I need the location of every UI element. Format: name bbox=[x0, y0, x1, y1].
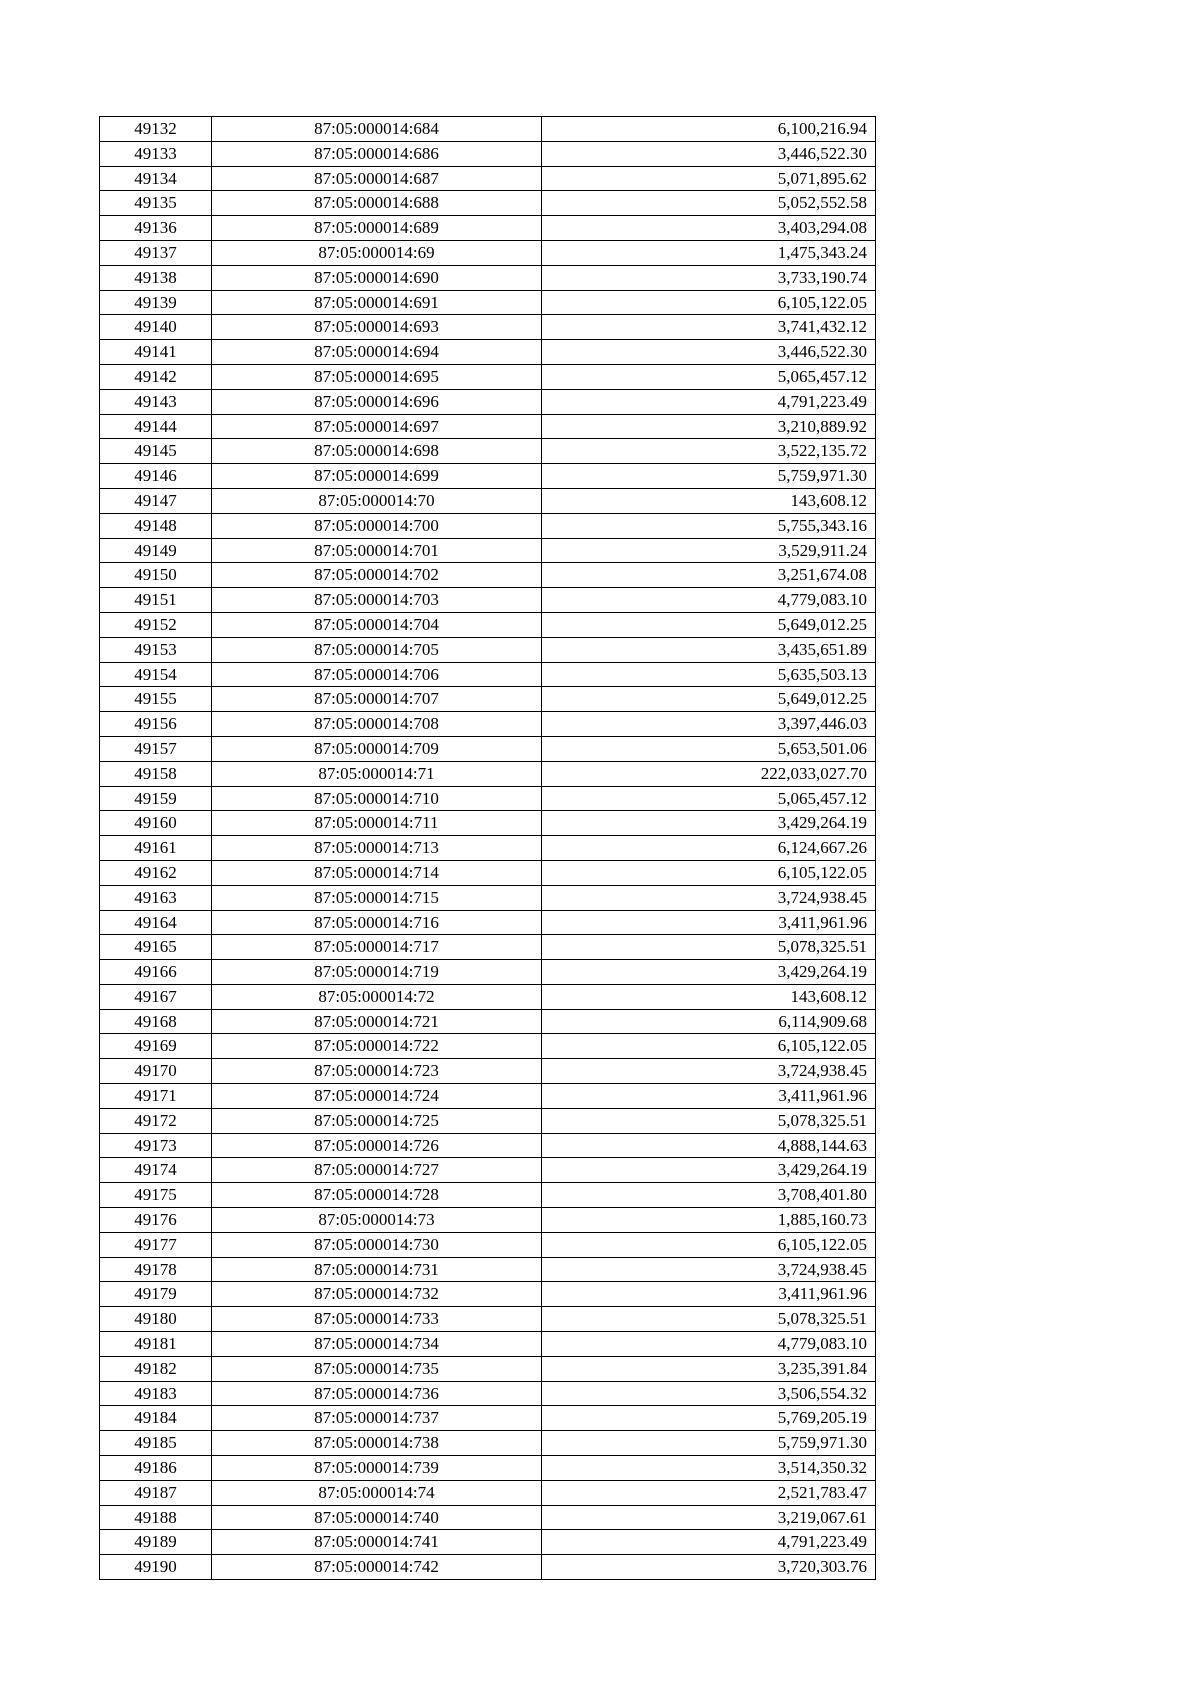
value-cell: 143,608.12 bbox=[542, 984, 876, 1009]
row-number-cell: 49180 bbox=[100, 1307, 212, 1332]
row-number-cell: 49142 bbox=[100, 364, 212, 389]
value-cell: 6,105,122.05 bbox=[542, 860, 876, 885]
cadastral-number-cell: 87:05:000014:732 bbox=[212, 1282, 542, 1307]
row-number-cell: 49139 bbox=[100, 290, 212, 315]
row-number-cell: 49133 bbox=[100, 141, 212, 166]
table-row bbox=[100, 340, 876, 365]
value-cell: 3,429,264.19 bbox=[542, 1158, 876, 1183]
value-cell: 222,033,027.70 bbox=[542, 761, 876, 786]
cadastral-number-cell: 87:05:000014:731 bbox=[212, 1257, 542, 1282]
row-number-cell: 49177 bbox=[100, 1232, 212, 1257]
table-row bbox=[100, 141, 876, 166]
row-number-cell: 49159 bbox=[100, 786, 212, 811]
table-row bbox=[100, 1282, 876, 1307]
table-row bbox=[100, 1406, 876, 1431]
value-cell: 5,065,457.12 bbox=[542, 364, 876, 389]
cadastral-number-cell: 87:05:000014:734 bbox=[212, 1332, 542, 1357]
cadastral-number-cell: 87:05:000014:722 bbox=[212, 1034, 542, 1059]
row-number-cell: 49166 bbox=[100, 960, 212, 985]
value-cell: 3,403,294.08 bbox=[542, 216, 876, 241]
value-cell: 3,411,961.96 bbox=[542, 1282, 876, 1307]
cadastral-number-cell: 87:05:000014:698 bbox=[212, 439, 542, 464]
value-cell: 3,506,554.32 bbox=[542, 1381, 876, 1406]
table-row bbox=[100, 1108, 876, 1133]
table-row bbox=[100, 290, 876, 315]
value-cell: 3,708,401.80 bbox=[542, 1183, 876, 1208]
row-number-cell: 49157 bbox=[100, 736, 212, 761]
value-cell: 3,724,938.45 bbox=[542, 1059, 876, 1084]
value-cell: 3,411,961.96 bbox=[542, 1084, 876, 1109]
row-number-cell: 49164 bbox=[100, 910, 212, 935]
table-row bbox=[100, 117, 876, 142]
row-number-cell: 49146 bbox=[100, 464, 212, 489]
table-row bbox=[100, 637, 876, 662]
table-row bbox=[100, 488, 876, 513]
value-cell: 6,124,667.26 bbox=[542, 836, 876, 861]
value-cell: 3,235,391.84 bbox=[542, 1356, 876, 1381]
row-number-cell: 49155 bbox=[100, 687, 212, 712]
table-row bbox=[100, 439, 876, 464]
table-row bbox=[100, 1530, 876, 1555]
row-number-cell: 49162 bbox=[100, 860, 212, 885]
table-row bbox=[100, 166, 876, 191]
row-number-cell: 49152 bbox=[100, 612, 212, 637]
cadastral-number-cell: 87:05:000014:717 bbox=[212, 935, 542, 960]
row-number-cell: 49188 bbox=[100, 1505, 212, 1530]
value-cell: 5,065,457.12 bbox=[542, 786, 876, 811]
cadastral-number-cell: 87:05:000014:704 bbox=[212, 612, 542, 637]
table-row bbox=[100, 984, 876, 1009]
row-number-cell: 49179 bbox=[100, 1282, 212, 1307]
row-number-cell: 49145 bbox=[100, 439, 212, 464]
table-row bbox=[100, 1431, 876, 1456]
table-row bbox=[100, 588, 876, 613]
cadastral-number-cell: 87:05:000014:686 bbox=[212, 141, 542, 166]
table-row bbox=[100, 1034, 876, 1059]
value-cell: 4,888,144.63 bbox=[542, 1133, 876, 1158]
table-row bbox=[100, 1208, 876, 1233]
value-cell: 5,078,325.51 bbox=[542, 935, 876, 960]
table-row bbox=[100, 687, 876, 712]
row-number-cell: 49136 bbox=[100, 216, 212, 241]
cadastral-number-cell: 87:05:000014:719 bbox=[212, 960, 542, 985]
cadastral-number-cell: 87:05:000014:702 bbox=[212, 563, 542, 588]
table-row bbox=[100, 885, 876, 910]
cadastral-number-cell: 87:05:000014:710 bbox=[212, 786, 542, 811]
cadastral-number-cell: 87:05:000014:697 bbox=[212, 414, 542, 439]
table-row bbox=[100, 811, 876, 836]
cadastral-number-cell: 87:05:000014:726 bbox=[212, 1133, 542, 1158]
cadastral-number-cell: 87:05:000014:689 bbox=[212, 216, 542, 241]
table-row bbox=[100, 910, 876, 935]
cadastral-number-cell: 87:05:000014:707 bbox=[212, 687, 542, 712]
value-cell: 6,105,122.05 bbox=[542, 1034, 876, 1059]
cadastral-value-table bbox=[99, 116, 876, 1580]
table-body bbox=[100, 117, 876, 1580]
cadastral-number-cell: 87:05:000014:716 bbox=[212, 910, 542, 935]
table-row bbox=[100, 1356, 876, 1381]
row-number-cell: 49161 bbox=[100, 836, 212, 861]
value-cell: 3,522,135.72 bbox=[542, 439, 876, 464]
table-row bbox=[100, 1257, 876, 1282]
cadastral-number-cell: 87:05:000014:71 bbox=[212, 761, 542, 786]
cadastral-number-cell: 87:05:000014:737 bbox=[212, 1406, 542, 1431]
row-number-cell: 49187 bbox=[100, 1480, 212, 1505]
cadastral-number-cell: 87:05:000014:733 bbox=[212, 1307, 542, 1332]
table-row bbox=[100, 1059, 876, 1084]
row-number-cell: 49141 bbox=[100, 340, 212, 365]
row-number-cell: 49171 bbox=[100, 1084, 212, 1109]
row-number-cell: 49168 bbox=[100, 1009, 212, 1034]
row-number-cell: 49170 bbox=[100, 1059, 212, 1084]
value-cell: 5,078,325.51 bbox=[542, 1108, 876, 1133]
cadastral-number-cell: 87:05:000014:741 bbox=[212, 1530, 542, 1555]
row-number-cell: 49148 bbox=[100, 513, 212, 538]
cadastral-number-cell: 87:05:000014:735 bbox=[212, 1356, 542, 1381]
table-row bbox=[100, 836, 876, 861]
table-row bbox=[100, 265, 876, 290]
value-cell: 1,885,160.73 bbox=[542, 1208, 876, 1233]
value-cell: 5,635,503.13 bbox=[542, 662, 876, 687]
row-number-cell: 49169 bbox=[100, 1034, 212, 1059]
value-cell: 3,741,432.12 bbox=[542, 315, 876, 340]
cadastral-number-cell: 87:05:000014:700 bbox=[212, 513, 542, 538]
value-cell: 5,649,012.25 bbox=[542, 687, 876, 712]
cadastral-number-cell: 87:05:000014:696 bbox=[212, 389, 542, 414]
value-cell: 5,071,895.62 bbox=[542, 166, 876, 191]
value-cell: 3,446,522.30 bbox=[542, 141, 876, 166]
cadastral-number-cell: 87:05:000014:72 bbox=[212, 984, 542, 1009]
row-number-cell: 49185 bbox=[100, 1431, 212, 1456]
cadastral-number-cell: 87:05:000014:739 bbox=[212, 1456, 542, 1481]
row-number-cell: 49172 bbox=[100, 1108, 212, 1133]
table-row bbox=[100, 1381, 876, 1406]
cadastral-number-cell: 87:05:000014:684 bbox=[212, 117, 542, 142]
value-cell: 5,759,971.30 bbox=[542, 464, 876, 489]
cadastral-number-cell: 87:05:000014:736 bbox=[212, 1381, 542, 1406]
table-row bbox=[100, 712, 876, 737]
row-number-cell: 49163 bbox=[100, 885, 212, 910]
value-cell: 5,653,501.06 bbox=[542, 736, 876, 761]
row-number-cell: 49165 bbox=[100, 935, 212, 960]
row-number-cell: 49175 bbox=[100, 1183, 212, 1208]
row-number-cell: 49140 bbox=[100, 315, 212, 340]
row-number-cell: 49167 bbox=[100, 984, 212, 1009]
table-row bbox=[100, 389, 876, 414]
value-cell: 6,105,122.05 bbox=[542, 1232, 876, 1257]
cadastral-number-cell: 87:05:000014:703 bbox=[212, 588, 542, 613]
row-number-cell: 49186 bbox=[100, 1456, 212, 1481]
cadastral-number-cell: 87:05:000014:687 bbox=[212, 166, 542, 191]
cadastral-number-cell: 87:05:000014:688 bbox=[212, 191, 542, 216]
value-cell: 3,397,446.03 bbox=[542, 712, 876, 737]
value-cell: 6,105,122.05 bbox=[542, 290, 876, 315]
value-cell: 3,435,651.89 bbox=[542, 637, 876, 662]
row-number-cell: 49160 bbox=[100, 811, 212, 836]
value-cell: 5,649,012.25 bbox=[542, 612, 876, 637]
row-number-cell: 49144 bbox=[100, 414, 212, 439]
table-row bbox=[100, 1332, 876, 1357]
cadastral-number-cell: 87:05:000014:691 bbox=[212, 290, 542, 315]
row-number-cell: 49138 bbox=[100, 265, 212, 290]
row-number-cell: 49153 bbox=[100, 637, 212, 662]
value-cell: 143,608.12 bbox=[542, 488, 876, 513]
cadastral-number-cell: 87:05:000014:713 bbox=[212, 836, 542, 861]
cadastral-number-cell: 87:05:000014:701 bbox=[212, 538, 542, 563]
table-row bbox=[100, 1158, 876, 1183]
value-cell: 4,791,223.49 bbox=[542, 1530, 876, 1555]
table-row bbox=[100, 960, 876, 985]
row-number-cell: 49150 bbox=[100, 563, 212, 588]
table-row bbox=[100, 1505, 876, 1530]
value-cell: 3,429,264.19 bbox=[542, 960, 876, 985]
row-number-cell: 49156 bbox=[100, 712, 212, 737]
value-cell: 3,210,889.92 bbox=[542, 414, 876, 439]
cadastral-number-cell: 87:05:000014:738 bbox=[212, 1431, 542, 1456]
table-row bbox=[100, 414, 876, 439]
value-cell: 4,779,083.10 bbox=[542, 1332, 876, 1357]
row-number-cell: 49135 bbox=[100, 191, 212, 216]
value-cell: 1,475,343.24 bbox=[542, 240, 876, 265]
table-row bbox=[100, 538, 876, 563]
cadastral-number-cell: 87:05:000014:693 bbox=[212, 315, 542, 340]
value-cell: 6,100,216.94 bbox=[542, 117, 876, 142]
value-cell: 4,791,223.49 bbox=[542, 389, 876, 414]
cadastral-number-cell: 87:05:000014:705 bbox=[212, 637, 542, 662]
cadastral-number-cell: 87:05:000014:721 bbox=[212, 1009, 542, 1034]
table-row bbox=[100, 935, 876, 960]
cadastral-number-cell: 87:05:000014:69 bbox=[212, 240, 542, 265]
table-row bbox=[100, 612, 876, 637]
value-cell: 4,779,083.10 bbox=[542, 588, 876, 613]
table-row bbox=[100, 736, 876, 761]
cadastral-number-cell: 87:05:000014:715 bbox=[212, 885, 542, 910]
cadastral-number-cell: 87:05:000014:728 bbox=[212, 1183, 542, 1208]
table-row bbox=[100, 662, 876, 687]
cadastral-number-cell: 87:05:000014:73 bbox=[212, 1208, 542, 1233]
cadastral-number-cell: 87:05:000014:706 bbox=[212, 662, 542, 687]
table-row bbox=[100, 364, 876, 389]
value-cell: 5,755,343.16 bbox=[542, 513, 876, 538]
cadastral-number-cell: 87:05:000014:709 bbox=[212, 736, 542, 761]
cadastral-number-cell: 87:05:000014:694 bbox=[212, 340, 542, 365]
row-number-cell: 49182 bbox=[100, 1356, 212, 1381]
row-number-cell: 49181 bbox=[100, 1332, 212, 1357]
value-cell: 3,411,961.96 bbox=[542, 910, 876, 935]
cadastral-number-cell: 87:05:000014:699 bbox=[212, 464, 542, 489]
cadastral-number-cell: 87:05:000014:730 bbox=[212, 1232, 542, 1257]
row-number-cell: 49183 bbox=[100, 1381, 212, 1406]
table-row bbox=[100, 786, 876, 811]
value-cell: 3,446,522.30 bbox=[542, 340, 876, 365]
value-cell: 3,251,674.08 bbox=[542, 563, 876, 588]
table-row bbox=[100, 1133, 876, 1158]
value-cell: 3,529,911.24 bbox=[542, 538, 876, 563]
table-row bbox=[100, 191, 876, 216]
row-number-cell: 49184 bbox=[100, 1406, 212, 1431]
row-number-cell: 49158 bbox=[100, 761, 212, 786]
table-row bbox=[100, 1480, 876, 1505]
cadastral-number-cell: 87:05:000014:742 bbox=[212, 1555, 542, 1580]
row-number-cell: 49149 bbox=[100, 538, 212, 563]
value-cell: 5,052,552.58 bbox=[542, 191, 876, 216]
table-row bbox=[100, 240, 876, 265]
value-cell: 5,759,971.30 bbox=[542, 1431, 876, 1456]
table-row bbox=[100, 513, 876, 538]
table-row bbox=[100, 1232, 876, 1257]
row-number-cell: 49190 bbox=[100, 1555, 212, 1580]
row-number-cell: 49137 bbox=[100, 240, 212, 265]
row-number-cell: 49134 bbox=[100, 166, 212, 191]
row-number-cell: 49173 bbox=[100, 1133, 212, 1158]
row-number-cell: 49178 bbox=[100, 1257, 212, 1282]
row-number-cell: 49143 bbox=[100, 389, 212, 414]
row-number-cell: 49147 bbox=[100, 488, 212, 513]
table-row bbox=[100, 860, 876, 885]
value-cell: 5,769,205.19 bbox=[542, 1406, 876, 1431]
cadastral-number-cell: 87:05:000014:695 bbox=[212, 364, 542, 389]
row-number-cell: 49174 bbox=[100, 1158, 212, 1183]
cadastral-number-cell: 87:05:000014:714 bbox=[212, 860, 542, 885]
cadastral-number-cell: 87:05:000014:725 bbox=[212, 1108, 542, 1133]
row-number-cell: 49189 bbox=[100, 1530, 212, 1555]
table-row bbox=[100, 761, 876, 786]
row-number-cell: 49176 bbox=[100, 1208, 212, 1233]
table-row bbox=[100, 1456, 876, 1481]
table-row bbox=[100, 1183, 876, 1208]
cadastral-number-cell: 87:05:000014:711 bbox=[212, 811, 542, 836]
value-cell: 3,219,067.61 bbox=[542, 1505, 876, 1530]
value-cell: 6,114,909.68 bbox=[542, 1009, 876, 1034]
table-row bbox=[100, 216, 876, 241]
cadastral-number-cell: 87:05:000014:74 bbox=[212, 1480, 542, 1505]
value-cell: 3,724,938.45 bbox=[542, 1257, 876, 1282]
row-number-cell: 49151 bbox=[100, 588, 212, 613]
value-cell: 3,733,190.74 bbox=[542, 265, 876, 290]
table-row bbox=[100, 1009, 876, 1034]
row-number-cell: 49154 bbox=[100, 662, 212, 687]
value-cell: 3,514,350.32 bbox=[542, 1456, 876, 1481]
value-cell: 2,521,783.47 bbox=[542, 1480, 876, 1505]
value-cell: 5,078,325.51 bbox=[542, 1307, 876, 1332]
table-row bbox=[100, 1555, 876, 1580]
table-row bbox=[100, 315, 876, 340]
table-row bbox=[100, 464, 876, 489]
cadastral-number-cell: 87:05:000014:740 bbox=[212, 1505, 542, 1530]
row-number-cell: 49132 bbox=[100, 117, 212, 142]
value-cell: 3,720,303.76 bbox=[542, 1555, 876, 1580]
cadastral-number-cell: 87:05:000014:70 bbox=[212, 488, 542, 513]
cadastral-number-cell: 87:05:000014:690 bbox=[212, 265, 542, 290]
cadastral-number-cell: 87:05:000014:724 bbox=[212, 1084, 542, 1109]
value-cell: 3,429,264.19 bbox=[542, 811, 876, 836]
cadastral-number-cell: 87:05:000014:723 bbox=[212, 1059, 542, 1084]
value-cell: 3,724,938.45 bbox=[542, 885, 876, 910]
cadastral-number-cell: 87:05:000014:708 bbox=[212, 712, 542, 737]
table-row bbox=[100, 1084, 876, 1109]
table-row bbox=[100, 563, 876, 588]
table-row bbox=[100, 1307, 876, 1332]
cadastral-number-cell: 87:05:000014:727 bbox=[212, 1158, 542, 1183]
